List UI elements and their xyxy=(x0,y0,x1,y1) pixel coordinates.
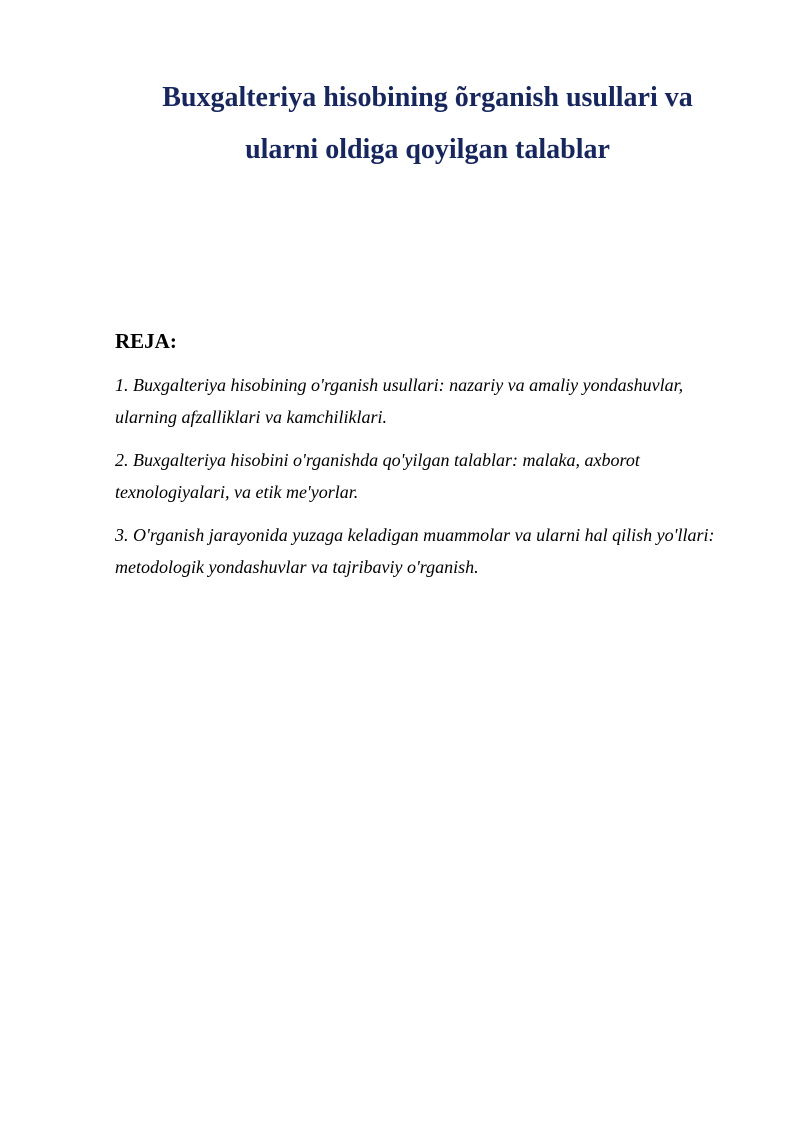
plan-item-2 xyxy=(115,444,765,508)
plan-item-1 xyxy=(115,369,765,433)
plan-item-line: ularning afzalliklari va kamchiliklari. xyxy=(115,407,387,427)
plan-item-3 xyxy=(115,519,765,583)
document-title xyxy=(100,72,755,176)
plan-item-line: 2. Buxgalteriya hisobini o'rganishda qo'yilgan talablar: malaka, axborot xyxy=(115,450,640,470)
document-title-line: ularni oldiga qoyilgan talablar xyxy=(245,134,610,165)
plan-item-line: metodologik yondashuvlar va tajribaviy o'rganish. xyxy=(115,557,479,577)
plan-item-line: texnologiyalari, va etik me'yorlar. xyxy=(115,482,359,502)
plan-item-line: 3. O'rganish jarayonida yuzaga keladigan muammolar va ularni hal qilish yo'llari: xyxy=(115,525,715,545)
document-title-line: Buxgalteriya hisobining õrganish usullari va xyxy=(162,82,693,113)
plan-section xyxy=(115,325,765,594)
plan-heading: REJA: xyxy=(115,329,177,353)
plan-item-line: 1. Buxgalteriya hisobining o'rganish usullari: nazariy va amaliy yondashuvlar, xyxy=(115,375,684,395)
plan-list xyxy=(115,369,765,583)
